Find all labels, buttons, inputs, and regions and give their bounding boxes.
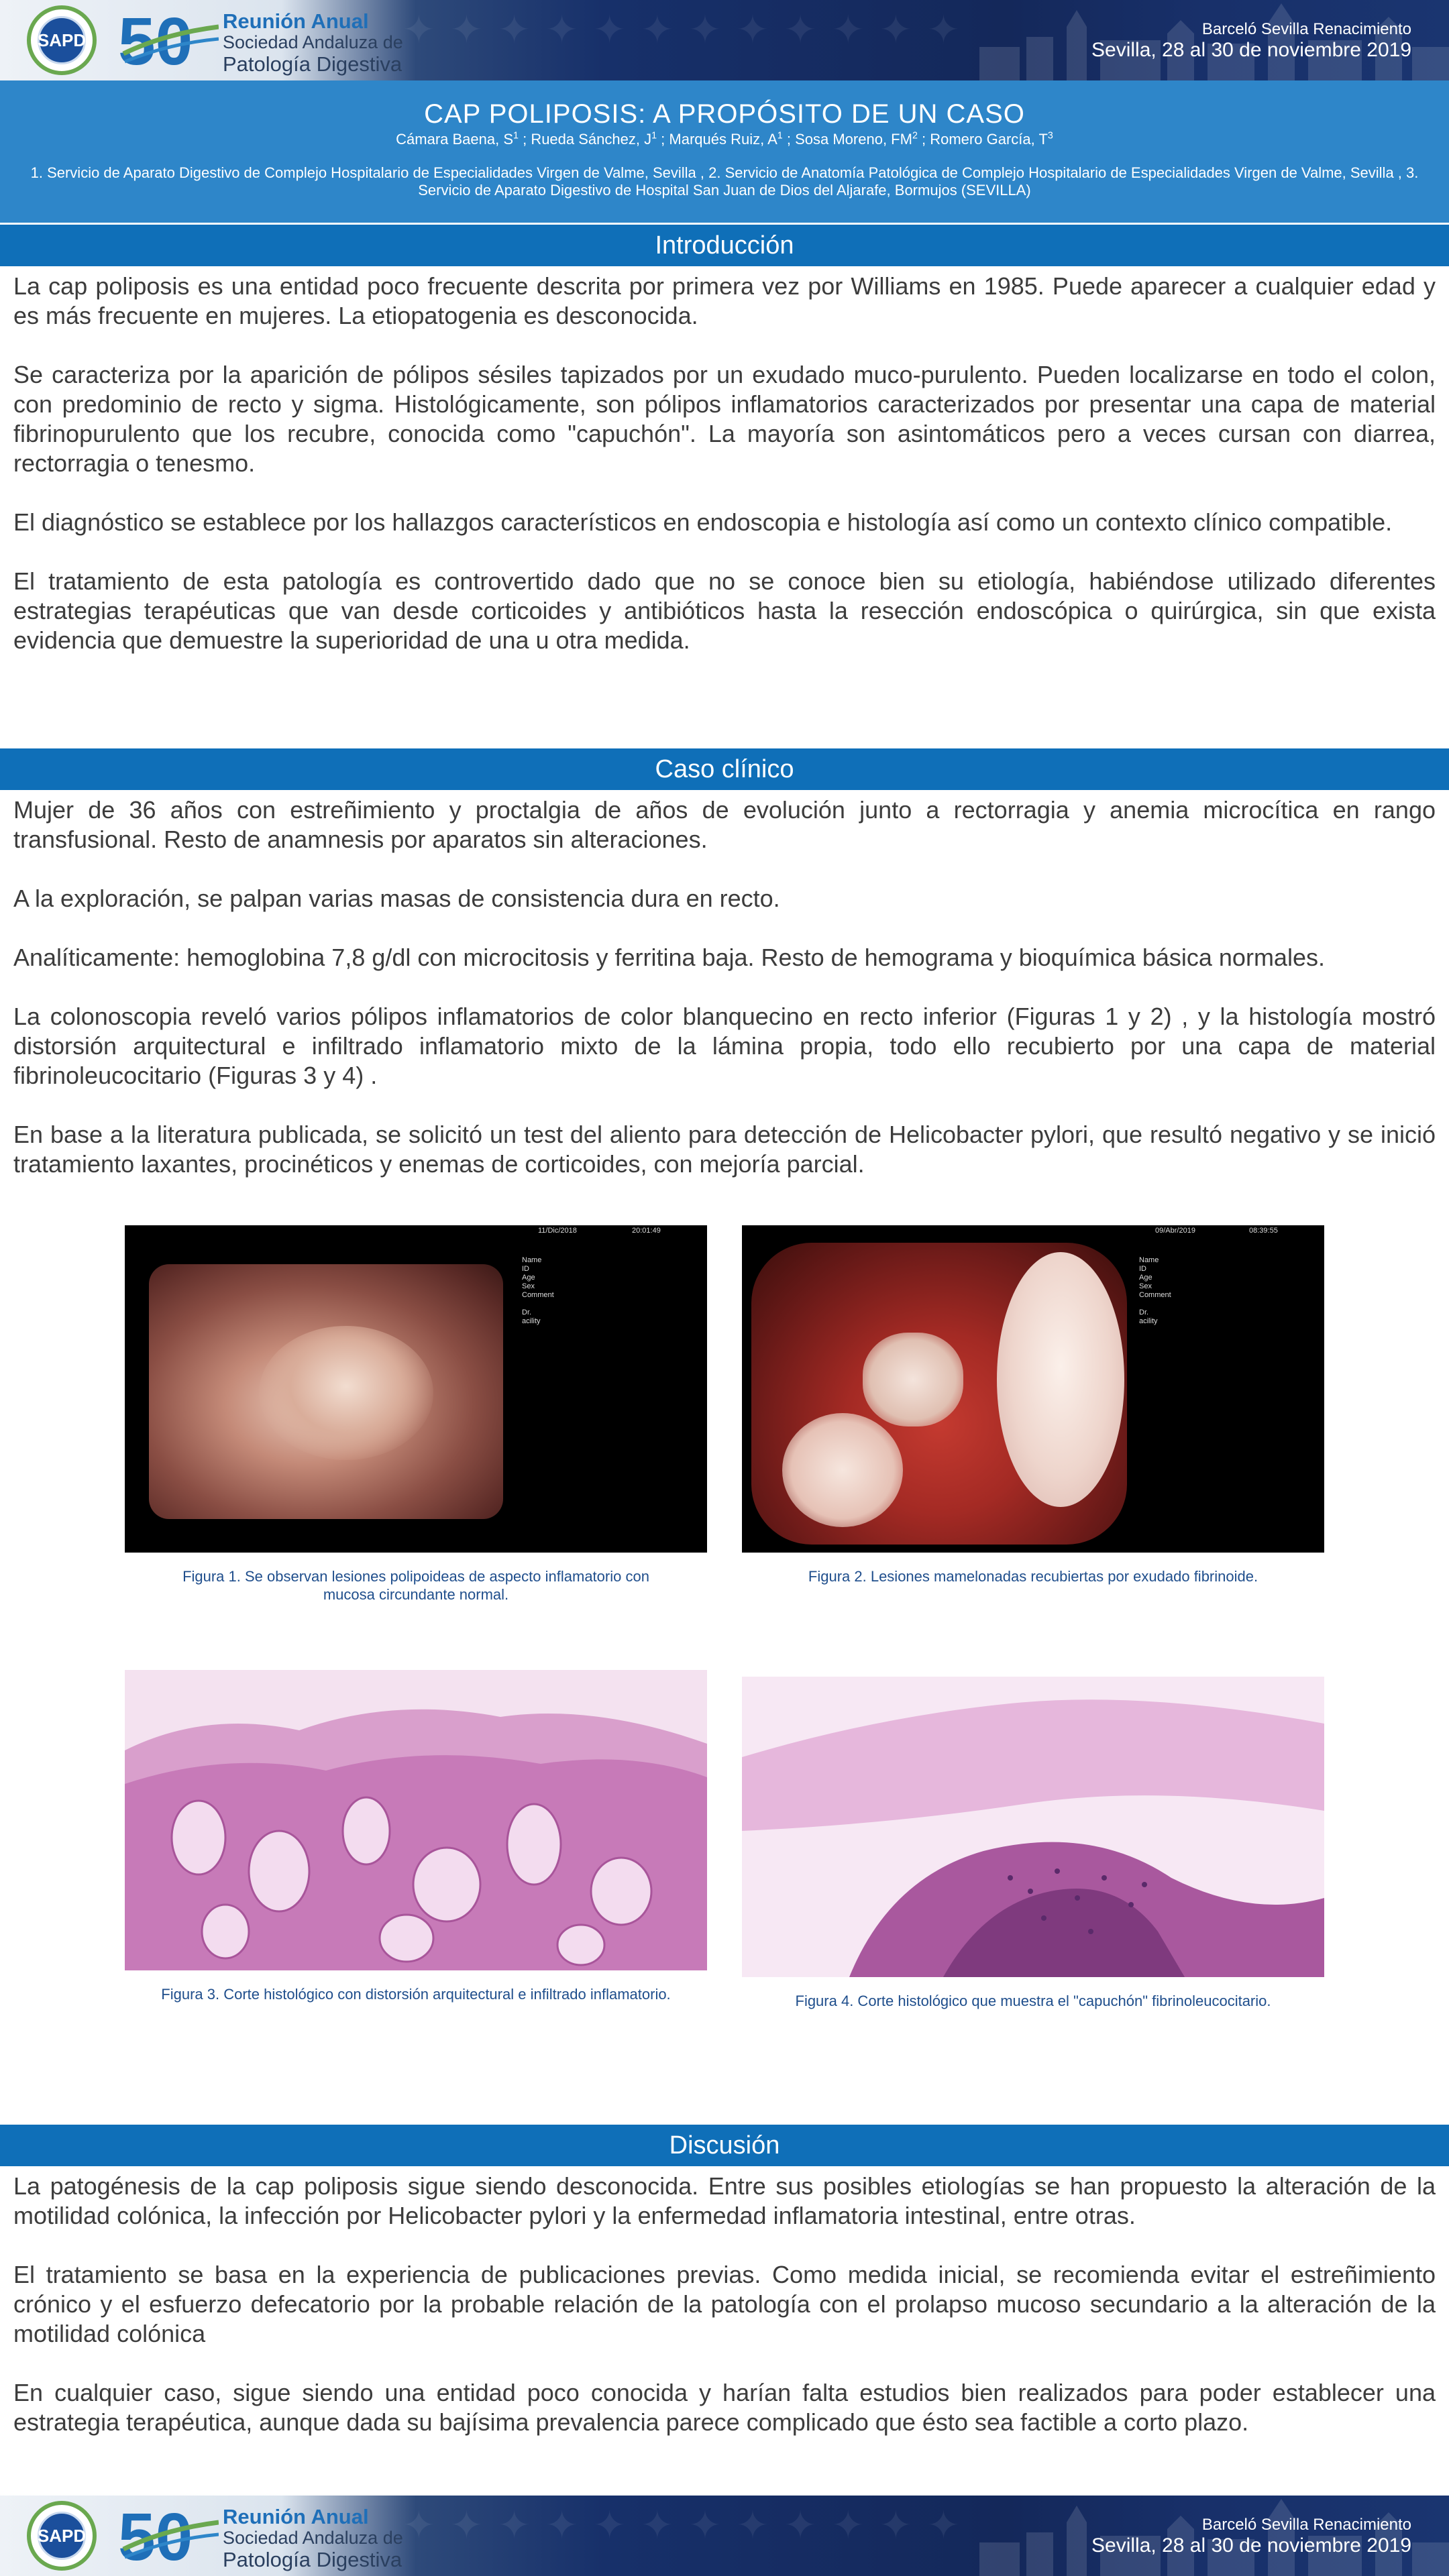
figure-2 [742,1225,1324,1585]
venue-info [1091,2516,1411,2557]
meeting-name [223,2506,403,2570]
discussion-paragraph: En cualquier caso, sigue siendo una entidad poco conocida y harían falta estudios bien realizados para poder establecer una estrategia terapéutica, aunque dada su bajísima prevalencia parece complicado que ésto sea factible a corto plazo. [13,2379,1436,2436]
image-metadata-field [522,1300,554,1308]
discussion-paragraph: La patogénesis de la cap poliposis sigue siendo desconocida. Entre sus posibles etiologías se han propuesto la alteración de la motilidad colónica, la infección por Helicobacter pylori y la enfermedad inflamatoria intestinal, entre otras. [13,2172,1436,2229]
banner-watermark: ✦ ✦ ✦ ✦ ✦ ✦ ✦ ✦ ✦ ✦ ✦ ✦ [402,8,963,52]
header-banner [0,0,1449,80]
logo50-text: 50 [118,2502,193,2569]
venue-hotel: Barceló Sevilla Renacimiento [1201,2516,1411,2534]
sapd-logo-text: SAPD [37,2525,87,2546]
image-metadata-field: acility [522,1317,541,1325]
intro-text [13,272,1436,655]
image-date: 09/Abr/2019 [1155,1227,1195,1235]
author-list: Cámara Baena, $S^1$ ; Rueda Sánchez, $J^1$ ; Marqués Ruiz, $A^1$ ; Sosa Moreno, $FM^2$ ; Romero García, $T^3$ [396,130,1053,148]
poster-title: CAP POLIPOSIS: A PROPÓSITO DE UN CASO [424,99,1025,129]
section-heading-discussion: Discusión [0,2125,1449,2166]
endoscopy-image-2 [742,1225,1324,1553]
image-metadata-field: Age [1139,1274,1152,1282]
sapd-logo [27,5,97,75]
meeting-line-2: Sociedad Andaluza de [223,32,403,52]
figure-4 [742,1677,1324,2010]
intro-paragraph: La cap poliposis es una entidad poco frecuente descrita por primera vez por Williams en 1985. Puede aparecer a cualquier edad y es más frecuente en mujeres. La etiopatogenia es desconocida. [13,272,1436,329]
meeting-line-1: Reunión Anual [223,2505,369,2528]
author-name: Marqués Ruiz, A [669,131,777,148]
image-metadata-field: acility [1139,1317,1158,1325]
endoscopy-image-1 [125,1225,707,1553]
author-affiliation-number: 1 [513,130,519,142]
sapd-logo-text: SAPD [37,30,87,50]
figure-1 [125,1225,707,1604]
image-metadata-field: Dr. [522,1308,532,1317]
meeting-line-1: Reunión Anual [223,9,369,33]
image-metadata-field: Comment [1139,1291,1171,1299]
author-affiliation-number: 1 [651,130,657,142]
meeting-line-3: Patología Digestiva [223,52,402,76]
banner-watermark: ✦ ✦ ✦ ✦ ✦ ✦ ✦ ✦ ✦ ✦ ✦ ✦ [402,2504,963,2547]
meeting-line-3: Patología Digestiva [223,2548,402,2571]
image-metadata-fields [522,1256,554,1326]
image-metadata-field: Comment [522,1291,554,1299]
author-affiliation-number: 3 [1047,130,1053,142]
image-metadata-field: Sex [522,1282,535,1290]
author-affiliation-number: 1 [777,130,783,142]
footer-banner [0,2496,1449,2576]
histology-image-3 [125,1670,707,1970]
author-name: Romero García, T [930,131,1048,148]
image-metadata-field [1139,1300,1171,1308]
image-metadata-fields [1139,1256,1171,1326]
case-paragraph: Mujer de 36 años con estreñimiento y proctalgia de años de evolución junto a rectorragia y anemia microcítica en rango transfusional. Resto de anamnesis por aparatos sin alteraciones. [13,796,1436,853]
image-time: 20:01:49 [632,1227,661,1235]
intro-paragraph: Se caracteriza por la aparición de pólipos sésiles tapizados por un exudado muco-purulento. Pueden localizarse en todo el colon, con predominio de recto y sigma. Histológicamente, son pólipos inflamatorios caracterizados por presentar una capa de material fibrinopurulento que los recubre, conocida como "capuchón". La mayoría son asintomáticos pero a veces cursan con diarrea, rectorragia o tenesmo. [13,361,1436,477]
image-metadata-field: Name [522,1256,542,1264]
image-metadata-field: Dr. [1139,1308,1149,1317]
logo50-text: 50 [118,7,193,74]
affiliations: 1. Servicio de Aparato Digestivo de Complejo Hospitalario de Especialidades Virgen de Valme, Sevilla , 2. Servicio de Anatomía Patológica de Complejo Hospitalario de Especialidades Virgen de Valme, Sevilla , 3. Servicio de Aparato Digestivo de Hospital San Juan de Dios del Aljarafe, Bormujos (SEVILLA) [30,164,1419,199]
figure-caption: Figura 3. Corte histológico con distorsión arquitectural e infiltrado inflamatorio. [161,1986,671,2003]
case-paragraph: A la exploración, se palpan varias masas de consistencia dura en recto. [13,885,780,912]
venue-hotel: Barceló Sevilla Renacimiento [1201,20,1411,38]
case-paragraph: En base a la literatura publicada, se solicitó un test del aliento para detección de Helicobacter pylori, que resultó negativo y se inició tratamiento laxantes, procinéticos y enemas de corticoides, con mejoría parcial. [13,1121,1436,1178]
discussion-paragraph: El tratamiento se basa en la experiencia de publicaciones previas. Como medida inicial, se recomienda evitar el estreñimiento crónico y el esfuerzo defecatorio por la probable relación de la patología con el prolapso mucoso secundario a la alteración de la motilidad colónica [13,2261,1436,2347]
figure-3 [125,1670,707,2003]
50-anniversary-logo [118,2502,219,2569]
image-time: 08:39:55 [1249,1227,1278,1235]
author-name: Cámara Baena, S [396,131,514,148]
figure-caption: Figura 4. Corte histológico que muestra el "capuchón" fibrinoleucocitario. [795,1993,1271,2009]
author-name: Rueda Sánchez, J [531,131,652,148]
figure-caption: Figura 2. Lesiones mamelonadas recubiertas por exudado fibrinoide. [808,1568,1258,1585]
venue-dates: Sevilla, 28 al 30 de noviembre 2019 [1091,38,1411,61]
sapd-logo [27,2501,97,2571]
discussion-text [13,2172,1436,2437]
image-date: 11/Dic/2018 [538,1227,577,1235]
histology-image-4 [742,1677,1324,1977]
intro-paragraph: El diagnóstico se establece por los hallazgos característicos en endoscopia e histología así como un contexto clínico compatible. [13,508,1393,536]
image-metadata-field: ID [1139,1265,1146,1273]
section-heading-case: Caso clínico [0,748,1449,790]
case-text [13,795,1436,1179]
image-metadata-field: Name [1139,1256,1159,1264]
meeting-line-2: Sociedad Andaluza de [223,2528,403,2548]
case-paragraph: La colonoscopia reveló varios pólipos inflamatorios de color blanquecino en recto inferior (Figuras 1 y 2) , y la histología mostró distorsión arquitectural e infiltrado inflamatorio mixto de la lámina propia, todo ello recubierto por una capa de material fibrinoleucocitario (Figuras 3 y 4) . [13,1003,1436,1089]
meeting-name [223,11,403,74]
section-heading-intro: Introducción [0,225,1449,266]
intro-paragraph: El tratamiento de esta patología es controvertido dado que no se conoce bien su etiología, habiéndose utilizado diferentes estrategias terapéuticas que van desde corticoides y antibióticos hasta la resección endoscópica o quirúrgica, sin que exista evidencia que demuestre la superioridad de una u otra medida. [13,567,1436,654]
venue-dates: Sevilla, 28 al 30 de noviembre 2019 [1091,2534,1411,2557]
author-affiliation-number: 2 [912,130,918,142]
image-metadata-field: Sex [1139,1282,1152,1290]
50-anniversary-logo [118,7,219,74]
figure-caption: Figura 1. Se observan lesiones polipoideas de aspecto inflamatorio con mucosa circundante normal. [182,1568,649,1603]
image-metadata-field: ID [522,1265,529,1273]
title-band [0,80,1449,223]
author-name: Sosa Moreno, FM [795,131,912,148]
case-paragraph: Analíticamente: hemoglobina 7,8 g/dl con microcitosis y ferritina baja. Resto de hemograma y bioquímica básica normales. [13,944,1325,971]
image-metadata-field: Age [522,1274,535,1282]
venue-info [1091,20,1411,62]
